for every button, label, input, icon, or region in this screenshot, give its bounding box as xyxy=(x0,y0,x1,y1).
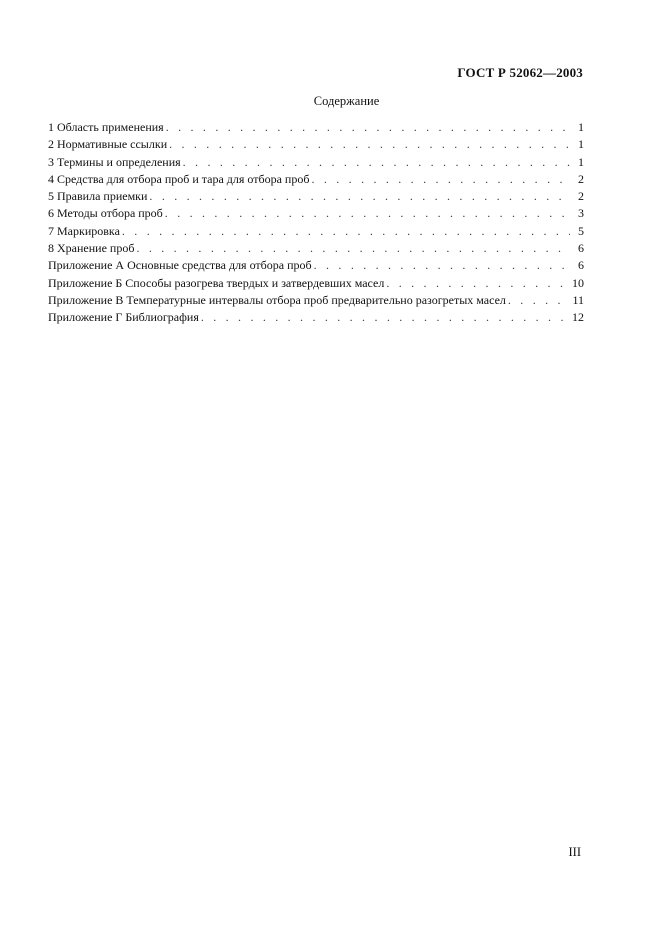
toc-entry-leader xyxy=(165,205,570,222)
toc-entry-leader xyxy=(386,275,570,292)
toc-entry-2 xyxy=(48,136,584,153)
toc-entry-appendix-v xyxy=(48,292,584,309)
toc-entry-page: 11 xyxy=(572,292,584,307)
toc-entry-appendix-g xyxy=(48,309,584,326)
toc-title: Содержание xyxy=(313,94,380,108)
toc-entry-page: 2 xyxy=(578,171,584,186)
toc-entry-page: 3 xyxy=(578,206,584,221)
toc-entry-leader xyxy=(149,188,570,205)
toc-entry-page: 6 xyxy=(578,241,584,256)
toc-entry-page: 1 xyxy=(578,154,584,169)
toc-entry-page: 6 xyxy=(578,258,584,273)
toc-entry-leader xyxy=(183,154,570,171)
toc-entry-page: 2 xyxy=(578,189,584,204)
document-code: ГОСТ Р 52062—2003 xyxy=(457,65,583,80)
toc-entry-label: 8 Хранение проб xyxy=(48,241,135,256)
toc-entry-appendix-b xyxy=(48,275,584,292)
toc-entry-page: 5 xyxy=(578,223,584,238)
toc-entry-label: 5 Правила приемки xyxy=(48,189,148,204)
toc-entry-leader xyxy=(122,223,570,240)
toc-entry-label: Приложение Г Библиография xyxy=(48,310,199,325)
toc-entry-label: Приложение Б Способы разогрева твердых и затвердевших масел xyxy=(48,275,385,290)
toc-entry-label: 2 Нормативные ссылки xyxy=(48,137,168,152)
toc-entry-7 xyxy=(48,223,584,240)
toc-entry-label: 3 Термины и определения xyxy=(48,154,181,169)
toc-entry-page: 10 xyxy=(572,275,584,290)
page-number: III xyxy=(568,845,581,859)
toc-entry-5 xyxy=(48,188,584,205)
toc-entry-1 xyxy=(48,119,584,136)
toc-entry-label: 1 Область применения xyxy=(48,120,164,134)
toc-entry-page: 1 xyxy=(578,137,584,152)
toc-entry-leader xyxy=(166,119,570,136)
toc-entry-label: 4 Средства для отбора проб и тара для отбора проб xyxy=(48,171,310,186)
toc-entry-label: Приложение А Основные средства для отбора проб xyxy=(48,258,312,273)
toc-entry-page: 1 xyxy=(578,120,584,134)
toc-entry-label: 6 Методы отбора проб xyxy=(48,206,163,221)
toc-entry-leader xyxy=(311,171,570,188)
toc-entry-6 xyxy=(48,205,584,222)
toc-list xyxy=(48,119,584,327)
toc-entry-leader xyxy=(508,292,570,309)
toc-entry-page: 12 xyxy=(572,310,584,325)
toc-entry-leader xyxy=(201,309,570,326)
toc-entry-3 xyxy=(48,154,584,171)
toc-entry-leader xyxy=(169,136,570,153)
toc-entry-appendix-a xyxy=(48,257,584,274)
toc-entry-leader xyxy=(136,240,570,257)
toc-entry-leader xyxy=(314,257,570,274)
toc-entry-label: 7 Маркировка xyxy=(48,223,120,238)
toc-entry-8 xyxy=(48,240,584,257)
toc-entry-4 xyxy=(48,171,584,188)
toc-entry-label: Приложение В Температурные интервалы отбора проб предварительно разогретых масел xyxy=(48,292,506,307)
